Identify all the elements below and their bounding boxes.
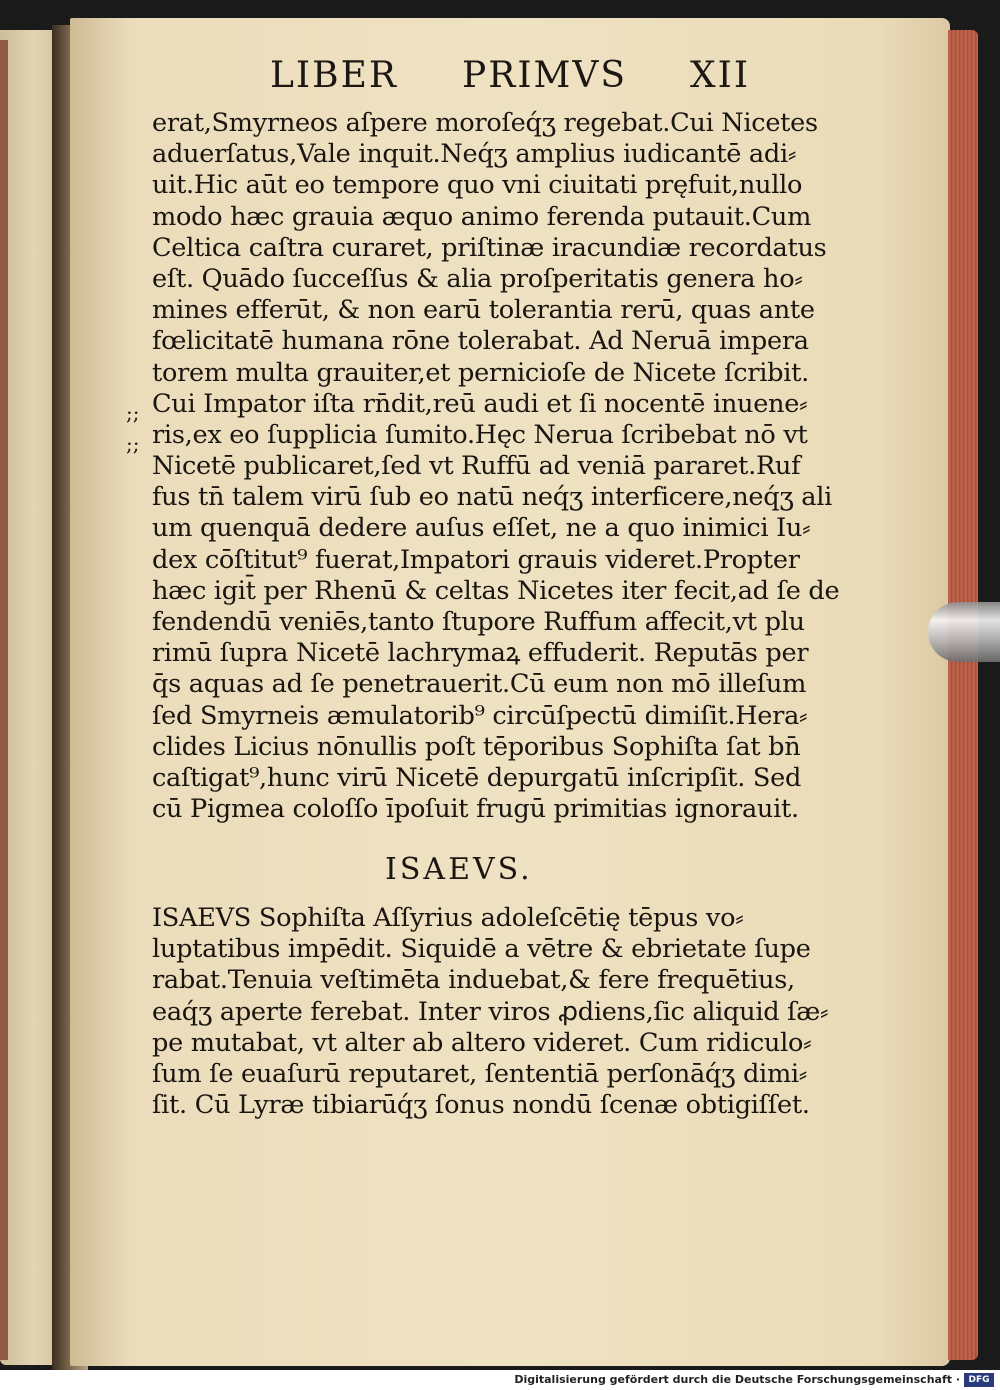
text-line: fœlicitatē humana rōne tolerabat. Ad Neruā impera (152, 326, 809, 357)
footer-bar (0, 1370, 1000, 1390)
text-line: mines efferūt, & non earū tolerantia rerū, quas ante (152, 295, 815, 326)
text-line: modo hæc grauia æquo animo ferenda putauit.Cum (152, 201, 812, 232)
text-line: clides Licius nōnullis poſt tēporibus Sophiſta ſat bn̄ (152, 731, 801, 762)
text-line: luptatibus impēdit. Siquidē a vētre & ebrietate ſupe (152, 934, 811, 965)
text-line: Nicetē publicaret,ſed vt Ruffū ad veniā pararet.Ruf (152, 451, 801, 482)
text-line: ſit. Cū Lyræ tibiarūq́ʒ ſonus nondū ſcenæ obtigiſſet. (152, 1090, 810, 1121)
text-line: ſed Smyrneis æmulatorib⁹ circūſpectū dimiſit.Hera⸗ (152, 700, 808, 731)
text-line: dex cōſtitut⁹ fuerat,Impatori grauis videret.Propter (152, 544, 800, 575)
right-page-fore-edge (948, 30, 978, 1360)
funding-notice: Digitalisierung gefördert durch die Deutsche Forschungsgemeinschaft · (514, 1373, 960, 1386)
section-text-block (152, 903, 829, 1121)
text-line: pe mutabat, vt alter ab altero videret. Cum ridiculo⸗ (152, 1027, 812, 1058)
margin-quotation-marks (126, 398, 139, 460)
text-line: aduerſatus,Vale inquit.Neq́ʒ amplius iudicantē adi⸗ (152, 139, 797, 170)
text-line: caſtigat⁹,hunc virū Nicetē depurgatū inſcripſit. Sed (152, 762, 802, 793)
text-line: Cui Impator iſta rn̄dit,reū audi et ſi nocentē inuene⸗ (152, 388, 808, 419)
margin-mark: ;; (126, 401, 140, 425)
text-line: uit.Hic aūt eo tempore quo vni ciuitati pręfuit,nullo (152, 170, 803, 201)
left-page-fore-edge (0, 40, 8, 1360)
margin-mark: ;; (126, 432, 140, 456)
text-line: erat,Smyrneos aſpere moroſeq́ʒ regebat.Cui Nicetes (152, 108, 818, 138)
main-text-block (152, 108, 840, 825)
text-line: cū Pigmea coloſſo īpoſuit frugū primitias ignorauit. (152, 794, 799, 825)
text-line: Celtica caſtra curaret, priſtinæ iracundiæ recordatus (152, 232, 827, 263)
text-line: fendendū veniēs,tanto ſtupore Ruffum affecit,vt plu (152, 607, 805, 637)
header-liber: LIBER (270, 55, 398, 96)
text-line: um quenquā dedere auſus eſſet, ne a quo inimici Iu⸗ (152, 513, 811, 544)
section-heading: ISAEVS. (385, 852, 533, 887)
page-clamp (928, 602, 1000, 662)
text-line: rabat.Tenuia veſtimēta induebat,& fere frequētius, (152, 965, 795, 996)
text-line: ſum ſe euaſurū reputaret, ſententiā perſonāq́ʒ dimi⸗ (152, 1058, 808, 1089)
dfg-logo-icon: DFG (964, 1373, 994, 1387)
text-line: eſt. Quādo ſucceſſus & alia proſperitatis genera ho⸗ (152, 263, 803, 294)
text-line: torem multa grauiter,et pernicioſe de Nicete ſcribit. (152, 357, 809, 388)
text-line: rimū ſupra Nicetē lachrymaꝝ effuderit. Reputās per (152, 638, 809, 669)
running-header (270, 55, 770, 105)
text-line: hæc igit̄ per Rhenū & celtas Nicetes iter fecit,ad ſe de (152, 575, 840, 606)
text-line: ris,ex eo ſupplicia ſumito.Hęc Nerua ſcribebat nō vt (152, 419, 808, 450)
text-line: ISAEVS Sophiſta Aſſyrius adoleſcētię tēpus vo⸗ (152, 903, 744, 933)
text-line: eaq́ʒ aperte ferebat. Inter viros ꝓdiens,ſic aliquid ſæ⸗ (152, 996, 829, 1027)
text-line: q̄s aquas ad ſe penetrauerit.Cū eum non mō illeſum (152, 669, 807, 700)
folio-number: XII (690, 55, 751, 96)
header-primus: PRIMVS (462, 55, 628, 96)
text-line: fus tn̄ talem virū ſub eo natū neq́ʒ interficere,neq́ʒ ali (152, 482, 833, 513)
